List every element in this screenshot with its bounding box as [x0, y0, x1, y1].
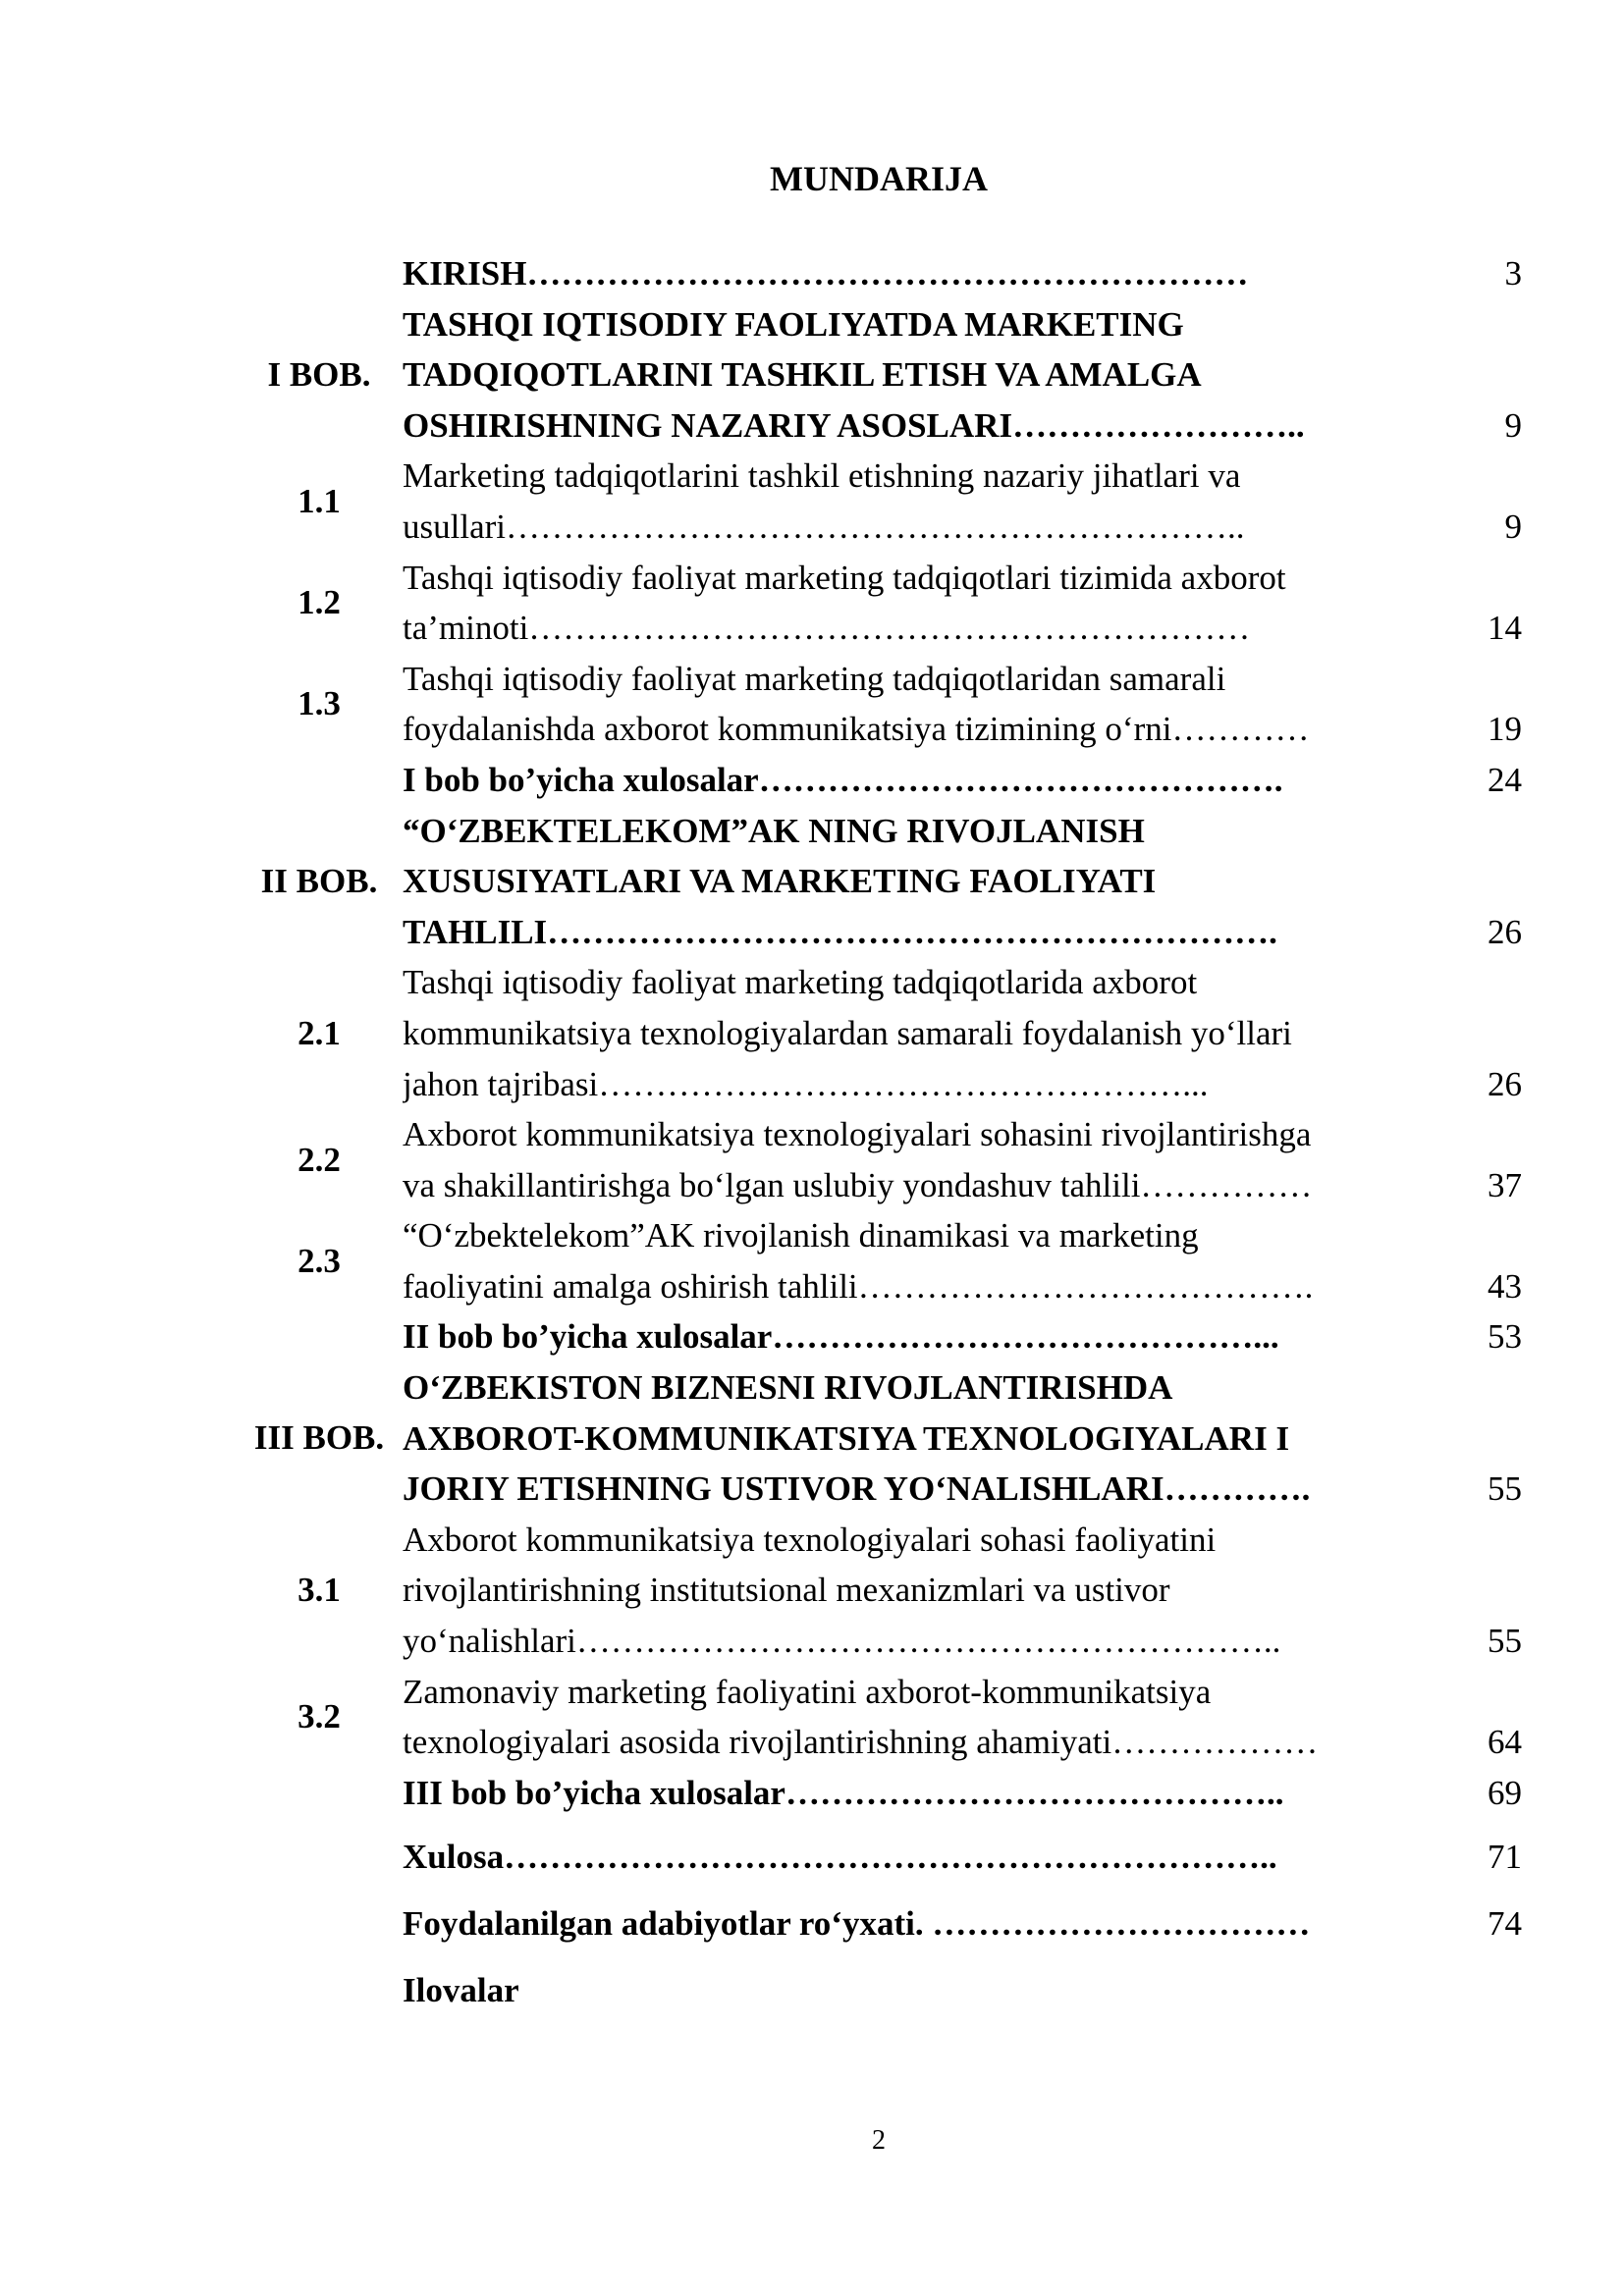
toc-entry-page: 69	[1488, 1773, 1522, 1812]
toc-entry-number	[236, 755, 403, 806]
toc-entry-title: “O‘ZBEKTELEKOM”AK NING RIVOJLANISH XUSUSIYATLARI VA MARKETING FAOLIYATI TAHLILI……………………………………………………….	[403, 811, 1277, 951]
toc-entry-section-1-3	[236, 654, 1522, 755]
toc-entry-section-1-2	[236, 553, 1522, 654]
toc-entry-conclusions-2	[236, 1311, 1522, 1362]
toc-entry-number	[236, 1965, 403, 2016]
toc-entry-appendices	[236, 1965, 1522, 2016]
toc-entry-section-2-3	[236, 1210, 1522, 1311]
toc-entry-page: 53	[1488, 1317, 1522, 1357]
toc-entry-number: 2.3	[298, 1241, 341, 1280]
toc-entry-kirish	[236, 248, 1522, 299]
toc-entry-section-3-1	[236, 1515, 1522, 1667]
toc-entry-title: Axborot kommunikatsiya texnologiyalari sohasini rivojlantirishga va shakillantirishga bo‘lgan uslubiy yondashuv tahlili……………	[403, 1115, 1313, 1204]
toc-entry-title: Tashqi iqtisodiy faoliyat marketing tadqiqotlari tizimida axborot ta’minoti………………………………………………………	[403, 558, 1286, 648]
page-title: MUNDARIJA	[770, 159, 988, 198]
toc-entry-section-2-2	[236, 1109, 1522, 1210]
toc-entry-page: 64	[1488, 1723, 1522, 1762]
toc-entry-number: 3.2	[298, 1697, 341, 1736]
toc-entry-number: III BOB.	[253, 1418, 385, 1458]
toc-entry-number	[236, 1311, 403, 1362]
toc-entry-number: 2.1	[298, 1013, 341, 1052]
toc-entry-page: 55	[1488, 1469, 1522, 1509]
toc-entry-number	[236, 1832, 403, 1883]
toc-entry-page: 24	[1488, 760, 1522, 799]
toc-entry-title: Marketing tadqiqotlarini tashkil etishning nazariy jihatlari va usullari………………………………………………………..	[403, 456, 1245, 546]
toc-entry-section-3-2	[236, 1667, 1522, 1768]
toc-entry-number: II BOB.	[260, 861, 378, 900]
toc-entry-title: Tashqi iqtisodiy faoliyat marketing tadqiqotlaridan samarali foydalanishda axborot kommunikatsiya tizimining o‘rni…………	[403, 659, 1310, 749]
toc-entry-title: Foydalanilgan adabiyotlar ro‘yxati. ……………………………	[403, 1904, 1311, 1943]
toc-entry-page: 19	[1488, 710, 1522, 749]
toc-entry-title: Xulosa…………………………………………………………..	[403, 1838, 1277, 1877]
toc-entry-number: I BOB.	[267, 354, 371, 394]
toc-entry-title: I bob bo’yicha xulosalar……………………………………….	[403, 760, 1283, 799]
toc-entry-section-2-1	[236, 957, 1522, 1109]
toc-entry-conclusions-3	[236, 1768, 1522, 1819]
toc-entry-number	[236, 1768, 403, 1819]
table-of-contents	[236, 248, 1522, 2015]
toc-entry-page	[1434, 1965, 1522, 2016]
toc-entry-page: 43	[1488, 1266, 1522, 1306]
toc-entry-number: 1.2	[298, 583, 341, 622]
toc-entry-page: 26	[1488, 912, 1522, 951]
toc-entry-title: II bob bo’yicha xulosalar……………………………………...	[403, 1317, 1279, 1357]
toc-entry-page: 26	[1488, 1064, 1522, 1103]
page-number: 2	[872, 2125, 886, 2156]
toc-entry-number: 3.1	[298, 1571, 341, 1610]
toc-entry-page: 9	[1504, 507, 1522, 546]
toc-entry-chapter-1	[236, 299, 1522, 452]
toc-entry-page: 14	[1488, 609, 1522, 648]
toc-entry-number: 1.1	[298, 481, 341, 520]
toc-entry-title: Axborot kommunikatsiya texnologiyalari sohasi faoliyatini rivojlantirishning institutsional mexanizmlari va ustivor yo‘nalishlari……………………………………………………..	[403, 1520, 1281, 1661]
toc-entry-title: Tashqi iqtisodiy faoliyat marketing tadqiqotlarida axborot kommunikatsiya texnologiyalardan samarali foydalanish yo‘llari jahon tajribasi……………………………………………...	[403, 963, 1292, 1103]
toc-entry-section-1-1	[236, 451, 1522, 552]
toc-entry-title: Ilovalar	[403, 1970, 519, 2009]
toc-entry-number	[236, 248, 403, 299]
toc-entry-page: 74	[1488, 1904, 1522, 1943]
toc-entry-xulosa	[236, 1832, 1522, 1883]
toc-entry-page: 55	[1488, 1622, 1522, 1661]
toc-entry-page: 71	[1488, 1838, 1522, 1877]
toc-entry-title: O‘ZBEKISTON BIZNESNI RIVOJLANTIRISHDA AXBOROT-KOMMUNIKATSIYA TEXNOLOGIYALARI I JORIY ETISHNING USTIVOR YO‘NALISHLARI………….	[403, 1368, 1311, 1509]
toc-entry-number: 2.2	[298, 1140, 341, 1179]
toc-entry-chapter-3	[236, 1362, 1522, 1515]
toc-entry-title: Zamonaviy marketing faoliyatini axborot-kommunikatsiya texnologiyalari asosida rivojlantirishning ahamiyati………………	[403, 1672, 1319, 1762]
toc-entry-chapter-2	[236, 806, 1522, 958]
toc-entry-page: 37	[1488, 1165, 1522, 1204]
toc-entry-number: 1.3	[298, 684, 341, 723]
toc-entry-conclusions-1	[236, 755, 1522, 806]
toc-entry-title: III bob bo’yicha xulosalar……………………………………..	[403, 1773, 1284, 1812]
toc-entry-bibliography	[236, 1898, 1522, 1949]
toc-entry-title: KIRISH………………………………………………………	[403, 254, 1249, 293]
toc-entry-number	[236, 1898, 403, 1949]
toc-entry-title: “O‘zbektelekom”AK rivojlanish dinamikasi va marketing faoliyatini amalga oshirish tahlili………………………………….	[403, 1216, 1314, 1306]
toc-entry-page: 9	[1504, 405, 1522, 445]
toc-entry-page: 3	[1504, 254, 1522, 293]
toc-entry-title: TASHQI IQTISODIY FAOLIYATDA MARKETING TADQIQOTLARINI TASHKIL ETISH VA AMALGA OSHIRISHNING NAZARIY ASOSLARI……………………..	[403, 304, 1305, 445]
